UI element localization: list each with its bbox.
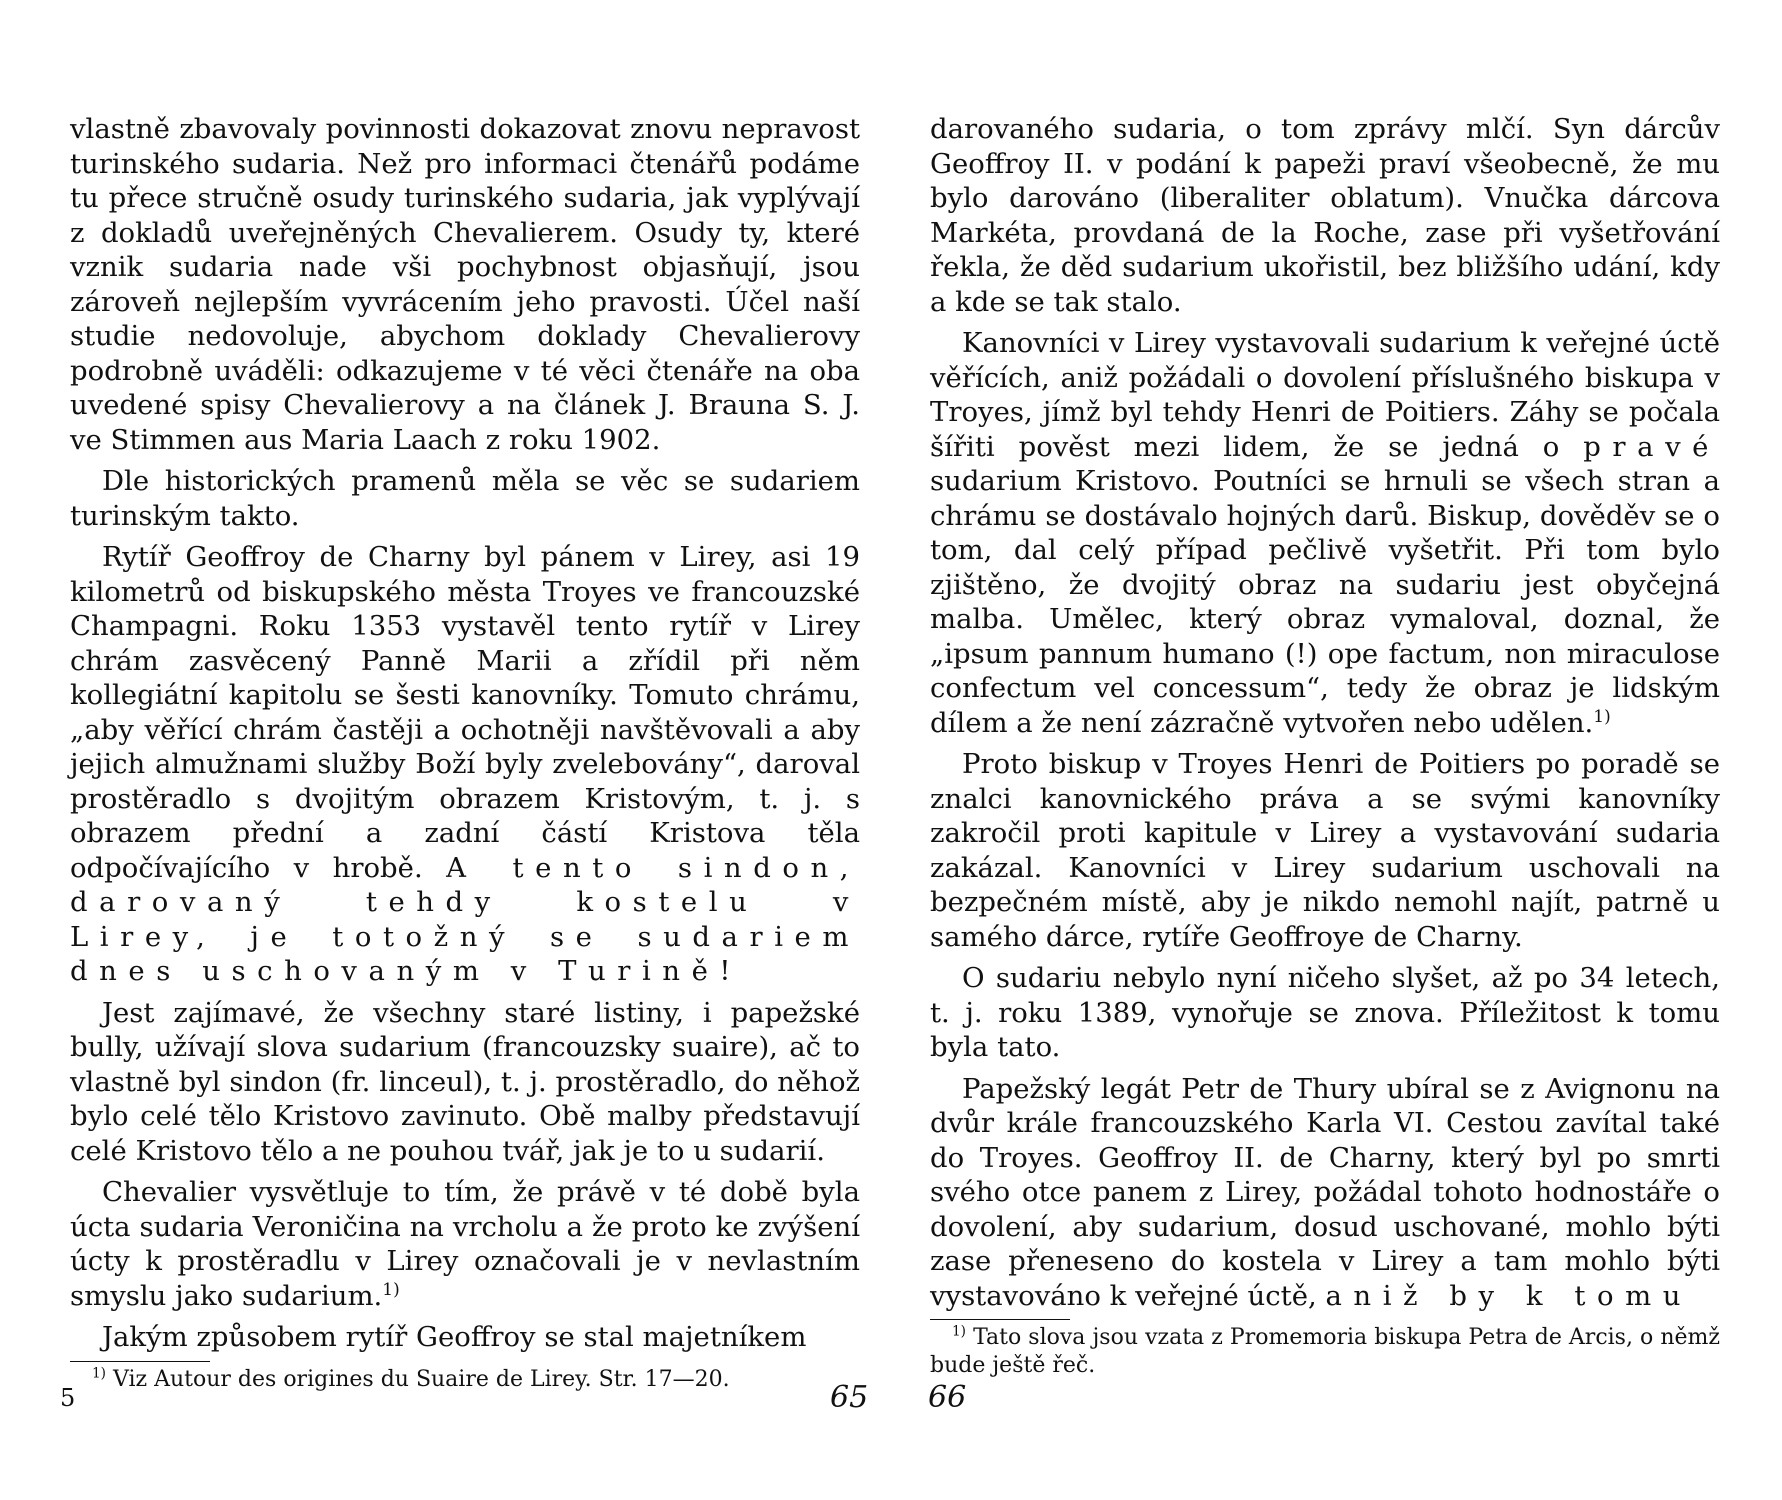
paragraph: Proto biskup v Troyes Henri de Poitiers po poradě se znalci kanovnického práva a se svými kanovníky zakročil proti kapitule v Lirey a vystavování sudaria zakázal. Kanovníci v Lirey sudarium uschovali na bezpečném místě, aby je nikdo nemohl najít, patrně u samého dárce, rytíře Geoffroye de Charny. bbox=[930, 748, 1720, 953]
footnote-ref: 1) bbox=[382, 1279, 400, 1300]
paragraph: Jest zajímavé, že všechny staré listiny, i papežské bully, užívají slova sudarium (francouzsky suaire), ač to vlastně byl sindon (fr. linceul), t. j. prostěradlo, do něhož bylo celé tělo Kristovo zavinuto. Obě malby představují celé Kristovo tělo a ne pouhou tvář, jak je to u sudarií. bbox=[70, 996, 860, 1167]
footnote-mark: 1) bbox=[952, 1323, 966, 1340]
paragraph: Dle historických pramenů měla se věc se sudariem turinským takto. bbox=[70, 465, 860, 532]
left-body bbox=[70, 112, 860, 1355]
paragraph-text: Papežský legát Petr de Thury ubíral se z Avignonu na dvůr krále francouzského Karla VI. Cestou zavítal také do Troyes. Geoffroy II. de Charny, který byl po smrti svého otce panem z Lirey, požádal tohoto hodnostáře o dovolení, aby sudarium, dosud uschované, mohlo býti zase přeneseno do kostela v Lirey a tam mohlo býti vystavováno k veřejné úctě, bbox=[930, 1072, 1720, 1312]
footnote-text: Tato slova jsou vzata z Promemoria biskupa Petra de Arcis, o němž bude ještě řeč. bbox=[930, 1325, 1720, 1378]
paragraph: darovaného sudaria, o tom zprávy mlčí. Syn dárcův Geoffroy II. v podání k papeži praví všeobecně, že mu bylo darováno (liberaliter oblatum). Vnučka dárcova Markéta, provdaná de la Roche, zase při vyšetřování řekla, že děd sudarium ukořistil, bez bližšího udání, kdy a kde se tak stalo. bbox=[930, 113, 1720, 318]
paragraph bbox=[930, 1072, 1720, 1314]
footnote-rule bbox=[70, 1361, 210, 1362]
right-page bbox=[930, 112, 1720, 1380]
footnote-mark: 1) bbox=[92, 1365, 106, 1382]
paragraph-text: Rytíř Geoffroy de Charny byl pánem v Lirey, asi 19 kilometrů od biskupského města Troyes ve francouzské Champagni. Roku 1353 vystavěl tento rytíř v Lirey chrám zasvěcený Panně Marii a zřídil při něm kollegiátní kapitolu se šesti kanovníky. Tomuto chrámu, „aby věřící chrám častěji a ochotněji navštěvovali a aby jejich almužnami služby Boží byly zvelebovány“, daroval prostěradlo s dvojitým obrazem Kristovým, t. j. s obrazem přední a zadní částí Kristova těla odpočívajícího v hrobě. bbox=[70, 541, 860, 884]
page-number-right: 66 bbox=[928, 1380, 967, 1415]
footnote-text: Viz Autour des origines du Suaire de Lirey. Str. 17—20. bbox=[112, 1366, 730, 1392]
paragraph bbox=[70, 540, 860, 989]
paragraph bbox=[70, 1175, 860, 1313]
signature-mark: 5 bbox=[60, 1384, 76, 1412]
spaced-emphasis: A tento sindon, darovaný tehdy kostelu v Lirey, je totožný se sudariem dnes uschovaným v Turině! bbox=[70, 851, 861, 987]
page-number-left: 65 bbox=[830, 1380, 869, 1415]
left-page bbox=[70, 112, 860, 1394]
left-footnote bbox=[70, 1366, 860, 1394]
right-body bbox=[930, 112, 1720, 1313]
paragraph-text: Chevalier vysvětluje to tím, že právě v té době byla úcta sudaria Veroničina na vrcholu a že proto ke zvýšení úcty k prostěradlu v Lirey označovali je v nevlastním smyslu jako sudarium. bbox=[70, 1176, 860, 1312]
footnote-rule bbox=[930, 1319, 1070, 1320]
right-footnote bbox=[930, 1324, 1720, 1380]
paragraph-text: Kanovníci v Lirey vystavovali sudarium k veřejné úctě věřících, aniž požádali o dovolení příslušného biskupa v Troyes, jímž byl tehdy Henri de Poitiers. Záhy se počala šířiti pověst mezi lidem, že se jedná o bbox=[930, 327, 1720, 463]
paragraph: vlastně zbavovaly povinnosti dokazovat znovu nepravost turinského sudaria. Než pro informaci čtenářů podáme tu přece stručně osudy turinského sudaria, jak vyplývají z dokladů uveřejněných Chevalierem. Osudy ty, které vznik sudaria nade vši pochybnost objasňují, jsou zároveň nejlepším vyvrácením jeho pravosti. Účel naší studie nedovoluje, abychom doklady Chevalierovy podrobně uváděli: odkazujeme v té věci čtenáře na oba uvedené spisy Chevalierovy a na článek J. Brauna S. J. ve Stimmen aus Maria Laach z roku 1902. bbox=[70, 113, 860, 456]
paragraph bbox=[930, 326, 1720, 740]
paragraph-text: sudarium Kristovo. Poutníci se hrnuli se všech stran a chrámu se dostávalo hojných darů. Biskup, dověděv se o tom, dal celý případ pečlivě vyšetřit. Při tom bylo zjištěno, že dvojitý obraz na sudariu jest obyčejná malba. Umělec, který obraz vymaloval, doznal, že „ipsum pannum humano (!) ope factum, non miraculose confectum vel concessum“, tedy že obraz je lidským dílem a že není zázračně vytvořen nebo udělen. bbox=[930, 465, 1720, 739]
footnote-ref: 1) bbox=[1593, 706, 1611, 727]
paragraph: O sudariu nebylo nyní ničeho slyšet, až po 34 letech, t. j. roku 1389, vynořuje se znova. Příležitost k tomu byla tato. bbox=[930, 962, 1720, 1063]
paragraph: Jakým způsobem rytíř Geoffroy se stal majetníkem bbox=[102, 1321, 807, 1353]
spaced-emphasis: aniž by k tomu bbox=[1325, 1279, 1692, 1312]
spaced-emphasis: pravé bbox=[1583, 430, 1720, 463]
